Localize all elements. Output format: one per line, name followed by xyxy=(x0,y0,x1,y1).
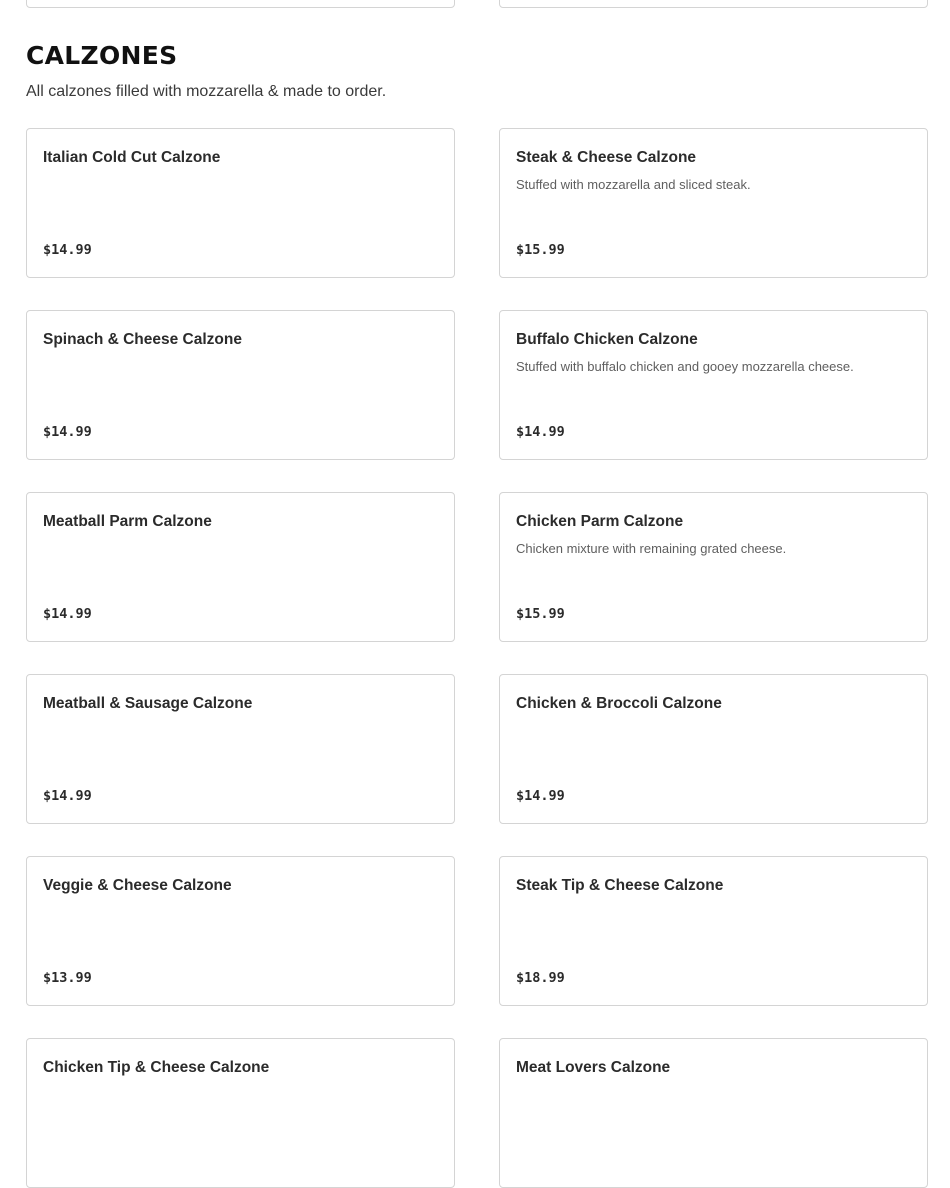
menu-item-card[interactable] xyxy=(26,128,455,278)
item-name: Meatball & Sausage Calzone xyxy=(43,695,253,712)
item-price: $14.99 xyxy=(43,788,92,804)
item-name: Buffalo Chicken Calzone xyxy=(516,331,698,348)
item-name: Meat Lovers Calzone xyxy=(516,1059,671,1076)
menu-item-card[interactable] xyxy=(26,856,455,1006)
menu-item-card[interactable] xyxy=(26,492,455,642)
item-price: $18.99 xyxy=(516,970,565,986)
menu-item-card[interactable] xyxy=(26,674,455,824)
item-name: Spinach & Cheese Calzone xyxy=(43,331,242,348)
menu-item-card[interactable] xyxy=(499,1038,928,1188)
item-description: Chicken mixture with remaining grated cheese. xyxy=(516,541,787,556)
item-name: Steak & Cheese Calzone xyxy=(516,149,697,166)
item-price: $14.99 xyxy=(516,788,565,804)
menu-item-card[interactable] xyxy=(499,674,928,824)
menu-item-card-partial[interactable] xyxy=(26,0,455,8)
item-price: $15.99 xyxy=(516,606,565,622)
item-price: $14.99 xyxy=(43,424,92,440)
section-title: CALZONES xyxy=(26,41,178,70)
item-name: Meatball Parm Calzone xyxy=(43,513,212,530)
item-price: $14.99 xyxy=(516,424,565,440)
menu-item-card[interactable] xyxy=(499,128,928,278)
menu-item-card-partial[interactable] xyxy=(499,0,928,8)
menu-item-card[interactable] xyxy=(499,856,928,1006)
menu-item-card[interactable] xyxy=(26,310,455,460)
item-description: Stuffed with mozzarella and sliced steak. xyxy=(516,177,751,192)
item-price: $14.99 xyxy=(43,242,92,258)
menu-items-grid xyxy=(26,128,928,1188)
item-name: Italian Cold Cut Calzone xyxy=(43,149,221,166)
item-name: Chicken & Broccoli Calzone xyxy=(516,695,722,712)
menu-item-card[interactable] xyxy=(26,1038,455,1188)
previous-section-cards xyxy=(26,0,928,8)
item-name: Veggie & Cheese Calzone xyxy=(43,877,232,894)
item-name: Steak Tip & Cheese Calzone xyxy=(516,877,724,894)
item-description: Stuffed with buffalo chicken and gooey mozzarella cheese. xyxy=(516,359,854,374)
item-price: $14.99 xyxy=(43,606,92,622)
item-price: $15.99 xyxy=(516,242,565,258)
section-description: All calzones filled with mozzarella & made to order. xyxy=(26,83,387,100)
menu-item-card[interactable] xyxy=(499,492,928,642)
item-name: Chicken Parm Calzone xyxy=(516,513,684,530)
item-price: $13.99 xyxy=(43,970,92,986)
item-name: Chicken Tip & Cheese Calzone xyxy=(43,1059,270,1076)
menu-item-card[interactable] xyxy=(499,310,928,460)
